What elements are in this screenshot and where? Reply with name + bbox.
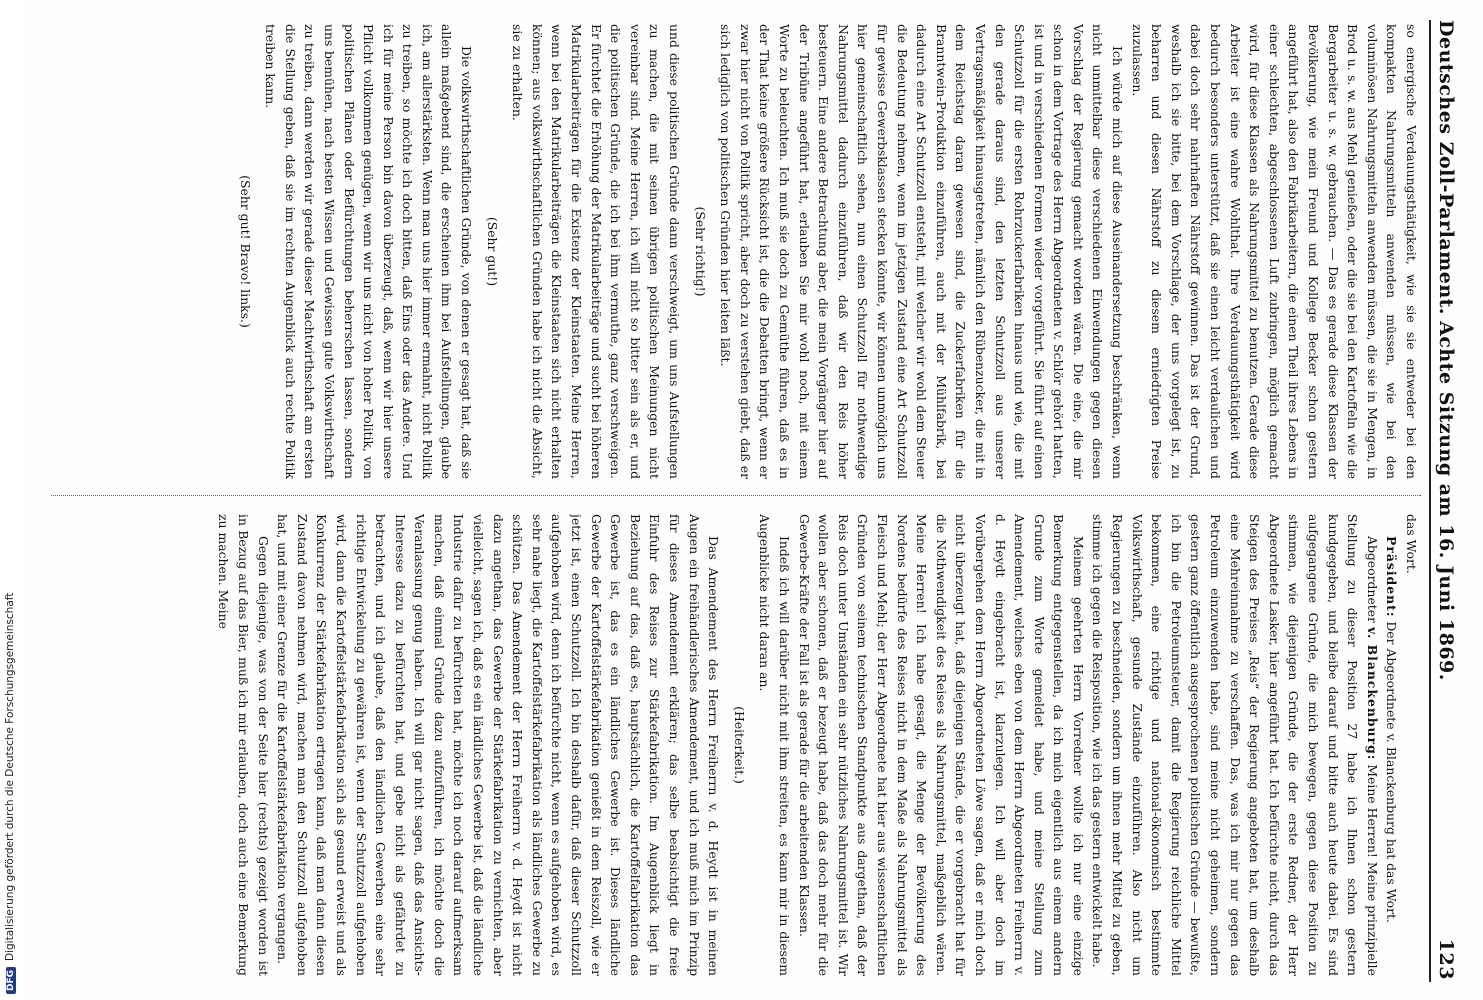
right-column	[47, 514, 1421, 976]
paragraph: so energische Verdauungsthätigkeit, wie sie sie entweder bei den kompakten Nahrungsmitteln anwenden müssen, wie bei den voluminösen Nahrungsmitteln anwenden müssen, die sie in Mengen, in Brod u. s. w. aus Mehl genießen, oder die sie bei den Kartoffeln wie die Bergarbeiter u. s. w. gebrauchen. — Das es gerade diese Klassen der Bevölkerung, wie mein Freund und Kollege Becker schon gestern angeführt hat, also den Fabrikarbeitern, die einen Theil ihres Lebens in einer schlechten, abgeschlossenen Luft zubringen, möglich gemacht wird, für diese Klassen als Nahrungsmittel zu benutzen. Gerade diese Arbeiter ist eine wahre Wohlthat. Ihre Verdauungsthätigkeit wird bedurch besonders unterstützt, daß sie einen leicht verdaulichen und dabei doch sehr nahrhaften Nährstoff gewinnen. Das ist der Grund, weshalb ich sie bitte, bei dem Vorschlage, der uns vorgelegt ist, zu beharren und diesen Nährstoff zu diesem erniedrigten Preise zuzulassen.	[1129, 24, 1419, 479]
paragraph: Meinem geehrten Herrn Vorredner wollte ich nur eine einzige Bemerkung entgegenstellen, da ich mich eigentlich aus einem andern Grunde zum Worte gemeldet habe, und meine Stellung zum Amendement, welches eben von dem Herrn Abgeordneten Freiherrn v. d. Heydt eingebracht ist, klarzulegen. Ich will aber doch im Vorübergehen dem Herrn Abgeordneten Löwe sagen, daß er mich doch nicht überzeugt hat, daß diejenigen Stände, die er vorgebracht hat für die Nothwendigkeit des Reises als Nahrungsmittel, maßgeblich wären. Meine Herren! Ich habe gesagt, die Menge der Bevölkerung des Nordens bedürfe des Reises nicht in dem Maße als Nahrungsmittel als Fleisch und Mehl; der Herr Abgeordnete hat hier aus wissenschaftlichen Gründen von seinem technischen Standpunkte aus dargethan, daß der Reis doch unter Umständen ein sehr nützliches Nahrungsmittel ist. Wir wollen aber schonen, daß er bezeugt habe, daß das doch mehr für die Gewerbe-Kräfte der Fall ist als gerade für die arbeitenden Klassen.	[796, 514, 1086, 976]
column-divider	[51, 495, 1421, 496]
paragraph: Gegen diejenige, was von der Seite hier (rechts) gezeigt worden ist in Bezug auf das Bier, muß ich mir erlauben, doch auch eine Bemerkung zu machen. Meine	[216, 514, 271, 976]
paragraph: Das Amendement des Herrn Freiherrn v. d. Heydt ist in meinen Augen ein freihändlerisches Amendement, und ich muß mich im Prinzip für dieses Amendement erklären; das selbe beabsichtigt die freie Einfuhr des Reises zur Stärkefabrikation. Im Augenblick liegt in Beziehung auf das, daß es, hauptsächlich, die Kartoffelfabrikation das Gewerbe ist, das es ein ländliches Gewerbe ist. Dieses ländliche Gewerbe der Kartoffelstärkefabrikation genießt in dem Reiszoll, wie er jetzt ist, einen Schutzzoll. Ich bin deshalb dafür, daß dieser Schutzzoll aufgehoben wird, denn ich befürchte nicht, wenn es aufgehoben wird, es sehr nahe liegt, die Kartoffelstärkefabrikation als ländliches Gewerbe zu schützen. Das Amendement der Herrn Freiherrn v. d. Heydt ist nicht dazu angethan, das Gewerbe der Stärkefabrikation zu vernichten, aber vielleicht, sagen ich, daß es ein ländliches Gewerbe ist, daß die ländliche Industrie dafür zu befürchten hat, möchte ich noch darauf aufmerksam machen, daß einmal Gründe dazu aufzuführen, ich möchte doch die Veranlassung genug haben. Ich will gar nicht sagen, daß das Ansichts-Interesse dazu zu befürchten hat, und gebe nicht als gefährdet zu betrachten, und ich glaube, daß den ländlichen Gewerben eine sehr richtige Entwickelung zu gewähren ist, wenn der Schutzzoll aufgehoben wird, dann die Kartoffelstärkefabrikation sich als gesund erweist und als Konkurrenz der Stärkefabrikation ertragen kann, daß man dann diesen Zustand davon nehmen wird, machen man den Schutzzoll aufgehoben hat, und mit einer Grenze für die Kartoffelstärkefabrikation vergangen.	[275, 514, 722, 976]
speaker-label: Präsident:	[1384, 536, 1400, 618]
digitization-credit	[4, 593, 16, 994]
dfg-logo: DFG	[6, 967, 16, 994]
statement-text: Der Abgeordnete v. Blanckenburg hat das Wort.	[1384, 621, 1400, 923]
paragraph: und diese politischen Gründe dann verschweigt, um uns Aufstellungen zu machen, die mit seinen übrigen politischen Meinungen nicht vereinbar sind. Meine Herren, ich will nicht so bitter sein als er, und die politischen Gründe, die ich bei ihm vermuthe, ganz verschweigen. Er fürchtet die Erhöhung der Matrikularbeiträge und sucht bei höheren Matrikularbeiträgen für die Existenz der Kleinstaaten. Meine Herren, wenn bei den Matrikularbeiträgen die Kleinstaaten sich nicht erhalten können; aus volkswirthschaftlichen Gründen habe ich nicht die Absicht, sie zu erhalten.	[510, 24, 683, 479]
speaker-statement	[1088, 514, 1382, 976]
interjection: (Sehr richtig!)	[692, 206, 708, 297]
scanned-page	[20, 0, 1483, 1000]
interjection: (Sehr gut! Bravo! links.)	[237, 175, 253, 328]
statement-text: Meine Herren! Meine prinzipielle Stellung zu dieser Position 27 habe ich Ihnen schon gestern kundgegeben, und bleibe darauf und bitte auch heute dabei. Es sind aufgegangene Gründe, die mich bewegen, gegen diese Position zu stimmen, wie diejenigen Gründe, die der erste Redner, der Herr Abgeordnete Lasker, hier angeführt hat. Ich befürchte nicht, durch das Steigen des Preises „Reis“ der Regierung angeboten hat, um deshalb eine Mehreinnahme zu verschaffen. Das, was ich mir nur gegen das Petroleum einzuwenden habe, sind meine nicht geheimen, sondern gestern ganz öffentlich ausgesprochenen politischen Gründe — bewußte, ich bin die Petroleumsteuer, damit die Regierung reichliche Mittel bekommen, eine richtige und national-ökonomisch bestimmte Volkswirthschaft, gesunde Zustände einzuführen. Also nicht um Regierungen zu beschneiden, sondern um ihnen mehr Mittel zu geben, stimme ich gegen die Reisposition, wie ich das gestern entwickelt habe.	[1090, 514, 1380, 976]
page-header	[1429, 20, 1459, 982]
interjection: (Sehr gut!)	[484, 216, 500, 287]
digitization-credit-text: Digitalisierung gefördert durch die Deutsche Forschungsgemeinschaft	[4, 592, 16, 961]
running-title: Deutsches Zoll-Parlament.	[1435, 20, 1457, 316]
paragraph: Die volkswirthschaftlichen Gründe, von denen er gesagt hat, daß sie allein maßgebend sind, die erscheinen ihm bei Aufstellungen, glaube ich, am allerstärksten. Wenn man uns hier immer ermahnt, nicht Politik zu treiben, so möchte ich doch bitten, daß Eins oder das Andere. Und ich für meine Person bin davon überzeugt, daß, wenn wir hier unsere Pflicht vollkommen genügen, wenn wir uns nicht von hoher Politik, von politischen Plänen oder Befürchtungen beherrschen lassen, sondern uns bemühen, nach besten Wissen und Gewissen gute Volkswirthschaft zu treiben, dann werden wir gerade dieser Machtwirthschaft am ersten die Stellung geben, daß sie im rechten Augenblick auch rechte Politik treiben kann.	[263, 24, 475, 479]
session-title: Achte Sitzung am 16. Juni 1869.	[1435, 321, 1457, 681]
paragraph-fragment: das Wort.	[1404, 514, 1419, 574]
paragraph: Ich würde mich auf diese Auseinandersetzung beschränken, wenn nicht unmittelbar diese verschiedenen Einwendungen gegen diesen Vorschlag der Regierung gemacht worden wären. Die eine, die mir schon in dem Vortrage des Herrn Abgeordneten v. Schlör gehört hatten, ist und in verschiedenen Formen wieder vorgeführt. Sie führt auf einen Schutzzoll für die ersten Rohrzuckerfabriken hinaus und wie, die mit den gerade daraus sind, den letzten Schutzzoll aus unserer Vertragsmäßigkeit hinausgetreten, nämlich den Rübenzucker, die mit in dem Reichstag daran gewesen sind, die Zuckerfabriken für die Branntwein-Produktion einzuführen, auch mit der Mühlfabrik, bei dadurch eine Art Schutzzoll entsteht, mit welcher wir wohl dem Steuer die Bedeutung nehmen, wenn im jetzigen Zustand eine Art Schutzzoll für gewisse Gewerbsklassen stecken könnte, wir können unmöglich uns hier gemeinschaftlich sehen, nun einen Schutzzoll für nothwendige Nahrungsmittel dadurch einzuführen, daß wir den Reis höher besteuern. Eine andere Betrachtung aber, die mein Vorgänger hier auf der Tribüne angeführt hat, erlauben Sie mir wohl noch, mit einem Worte zu beleuchten. Ich muß sie doch zu Gemüthe führen, daß es in der That keine größere Rücksicht ist, die die Debatten bringt, wenn er zwar hier nicht von Politik spricht, aber doch zu verstehen giebt, daß er sich lediglich von politischen Gründen hier leiten läßt.	[718, 24, 1126, 479]
rotated-page-content	[27, 0, 1467, 1000]
digitization-credit-strip	[0, 0, 20, 1000]
paragraph: Indeß ich will darüber nicht mit ihm streiten, es kann mir in diesem Augenblicke nicht daran an.	[757, 514, 792, 976]
page-number: 123	[1435, 938, 1457, 980]
left-column	[47, 24, 1421, 479]
interjection: (Heiterkeit.)	[731, 706, 747, 784]
president-statement	[1382, 514, 1402, 976]
speaker-prefix: Abgeordneter	[1364, 536, 1380, 624]
speaker-name: v. Blanckenburg:	[1364, 627, 1380, 761]
